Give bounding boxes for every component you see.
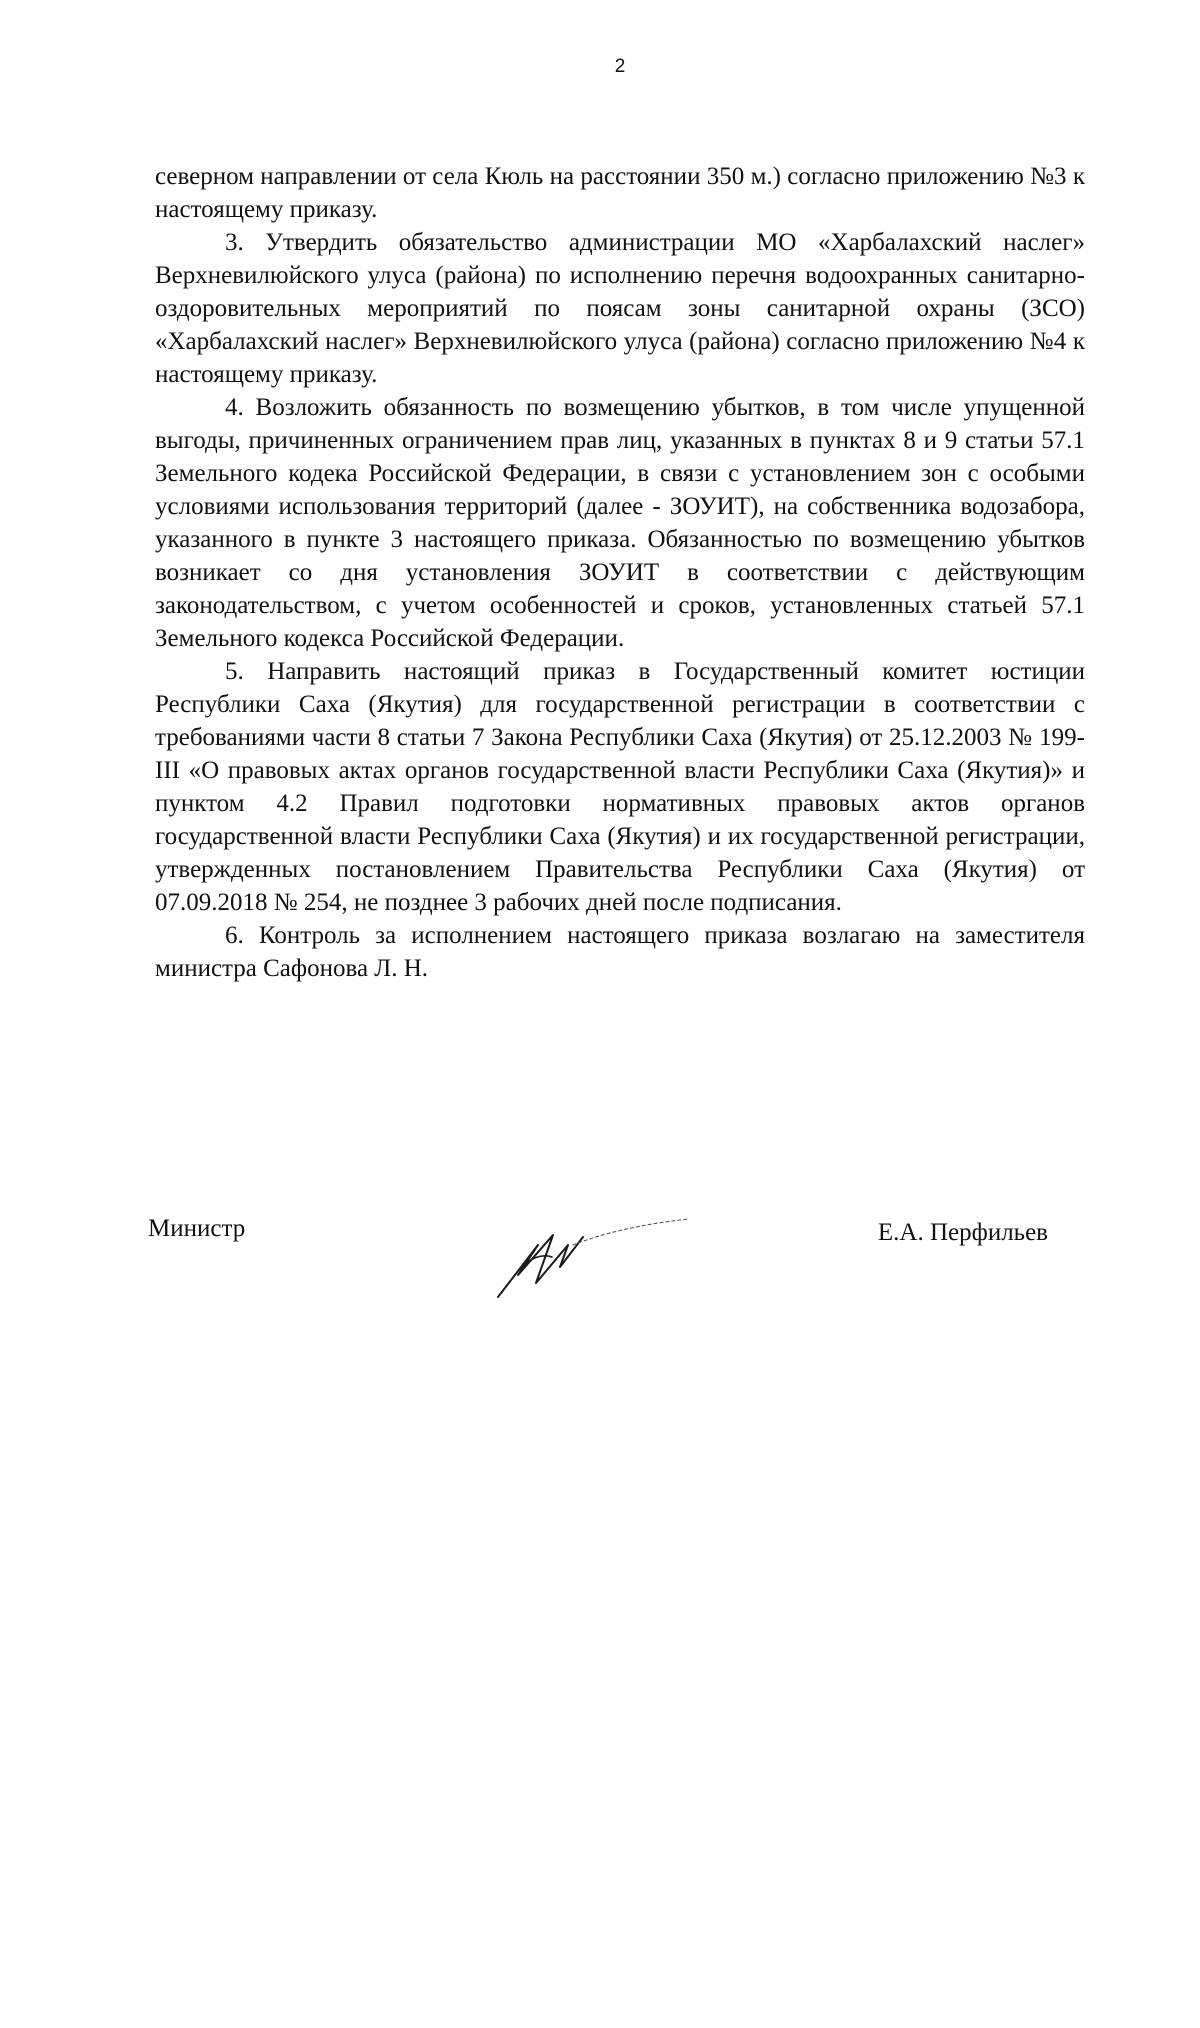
signature-block bbox=[148, 1205, 1048, 1325]
signer-name: Е.А. Перфильев bbox=[877, 1219, 1048, 1246]
paragraph-item-6: 6. Контроль за исполнением настоящего приказа возлагаю на заместителя министра Сафонова Л. Н. bbox=[155, 922, 1085, 982]
handwritten-signature bbox=[478, 1205, 708, 1305]
paragraph-item-3: 3. Утвердить обязательство администрации МО «Харбалахский наслег» Верхневилюйского улуса (района) по исполнению перечня водоохранных санитарно-оздоровительных мероприятий по поясам зоны санитарной охраны (ЗСО) «Харбалахский наслег» Верхневилюйского улуса (района) согласно приложению №4 к настоящему приказу. bbox=[155, 229, 1085, 388]
paragraph-item-4: 4. Возложить обязанность по возмещению убытков, в том числе упущенной выгоды, причиненных ограничением прав лиц, указанных в пунктах 8 и 9 статьи 57.1 Земельного кодека Российской Федерации, в связи с установлением зон с особыми условиями использования территорий (далее - ЗОУИТ), на собственника водозабора, указанного в пункте 3 настоящего приказа. Обязанностью по возмещению убытков возникает со дня установления ЗОУИТ в соответствии с действующим законодательством, с учетом особенностей и сроков, установленных статьей 57.1 Земельного кодекса Российской Федерации. bbox=[155, 394, 1085, 652]
signer-role: Министр bbox=[148, 1215, 246, 1242]
paragraph-continuation: северном направлении от села Кюль на расстоянии 350 м.) согласно приложению №3 к настоящему приказу. bbox=[155, 163, 1085, 223]
page-number: 2 bbox=[614, 56, 626, 77]
paragraph-item-5: 5. Направить настоящий приказ в Государственный комитет юстиции Республики Саха (Якутия) для государственной регистрации в соответствии с требованиями части 8 статьи 7 Закона Республики Саха (Якутия) от 25.12.2003 № 199-III «О правовых актах органов государственной власти Республики Саха (Якутия)» и пунктом 4.2 Правил подготовки нормативных правовых актов органов государственной власти Республики Саха (Якутия) и их государственной регистрации, утвержденных постановлением Правительства Республики Саха (Якутия) от 07.09.2018 № 254, не позднее 3 рабочих дней после подписания. bbox=[155, 658, 1085, 916]
document-body bbox=[155, 160, 1085, 985]
